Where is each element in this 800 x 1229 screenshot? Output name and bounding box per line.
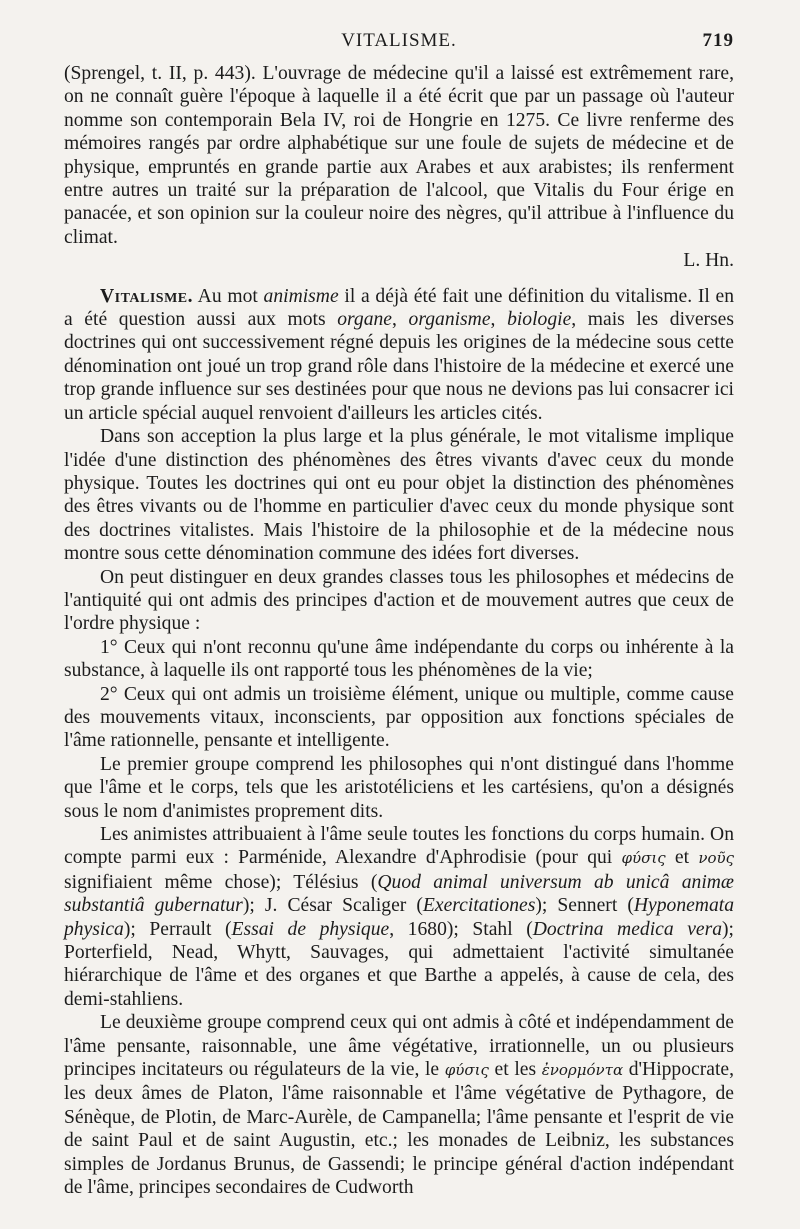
italic-title: Quod animal universum ab unicâ animæ substantiâ gubernatur [64,871,734,917]
body-text [64,62,734,1200]
italic-term: animisme [263,285,339,307]
text-run: et [665,847,699,869]
entry-paragraph-5 [64,823,734,1011]
text-run: ); J. César Scaliger ( [242,895,423,917]
greek-term: ἐνορμόντα [541,1061,624,1080]
list-item-1: 1° Ceux qui n'ont reconnu qu'une âme indépendante du corps ou inhérente à la substance, à laquelle ils ont rapporté tous les phénomènes de la vie; [64,636,734,682]
entry-title: Vitalisme. [100,285,194,307]
text-run: signifiaient même chose); Télésius ( [64,871,378,893]
italic-title: Doctrina medica vera [532,918,723,940]
page-number: 719 [702,30,734,51]
greek-term: νοῦς [698,849,734,868]
text-run: , [392,309,409,331]
text-run: ); Sennert ( [535,895,634,917]
list-item-2: 2° Ceux qui ont admis un troisième élément, unique ou multiple, comme cause des mouvements vitaux, inconscients, par opposition aux fonctions spéciales de l'âme rationnelle, pensante et intelligente. [64,683,734,752]
greek-term: φύσις [444,1061,489,1080]
intro-paragraph [64,62,734,273]
italic-term: organe [337,309,393,331]
italic-term: organisme [408,309,491,331]
page-header [64,30,734,56]
greek-term: φύσις [621,849,666,868]
text-run: il a déjà été fait une définition du vitalisme. Il en a été question aussi aux mots [64,285,734,331]
author-signature: L. Hn. [683,250,734,272]
entry-paragraph-1 [64,285,734,425]
italic-title: Hyponemata physica [64,895,734,940]
text-run: ); Perrault ( [123,918,232,940]
italic-title: Essai de physique [231,918,390,940]
text-run: Le deuxième groupe comprend ceux qui ont admis à côté et indépendamment de l'âme pensante, raisonnable, une âme végétative, irrationnelle, un ou plusieurs principes incitateurs ou régulateurs de la vie, le [64,1012,734,1081]
entry-paragraph-6 [64,1011,734,1199]
entry-paragraph-3: On peut distinguer en deux grandes classes tous les philosophes et médecins de l'antiquité qui ont admis des principes d'action et de mouvement autres que ceux de l'ordre physique : [64,566,734,635]
intro-text: (Sprengel, t. II, p. 443). L'ouvrage de médecine qu'il a laissé est extrêmement rare, on ne connaît guère l'époque à laquelle il a été écrit que par un passage où l'auteur nomme son contemporain Bela IV, roi de Hongrie en 1275. Ce livre renferme des mémoires rangés par ordre alphabétique sur une foule de sujets de médecine et de physique, empruntés en grande partie aux Arabes et aux arabistes; ils renferment entre autres un traité sur la préparation de l'alcool, que Vitalis du Four érige en panacée, et son opinion sur la couleur noire des nègres, qu'il attribue à l'influence du climat. [64,63,734,248]
text-run: , 1680); Stahl ( [389,918,533,940]
text-run: et les [488,1059,542,1081]
entry-paragraph-2: Dans son acception la plus large et la plus générale, le mot vitalisme implique l'idée d'une distinction des phénomènes des êtres vivants d'avec ceux du monde physique. Toutes les doctrines qui ont eu pour objet la distinction des phénomènes des êtres vivants ou de l'homme en particulier d'avec ceux du monde physique sont des doctrines vitalistes. Mais l'histoire de la philosophie et de la médecine nous montre sous cette dénomination commune des idées fort diverses. [64,426,734,565]
text-run: , mais les diverses doctrines qui ont successivement régné depuis les origines de la médecine sous cette dénomination ont joué un trop grand rôle dans l'histoire de la médecine et exercé une trop grande influence sur ses destinées pour que nous ne devions pas lui consacrer ici un article spécial auquel renvoient d'ailleurs les articles cités. [64,309,735,424]
text-run: Les animistes attribuaient à l'âme seule toutes les fonctions du corps humain. On compte parmi eux : Parménide, Alexandre d'Aphrodisie (pour qui [64,824,734,869]
text-run: d'Hippocrate, les deux âmes de Platon, l'âme raisonnable et l'âme végétative de Pythagore, de Sénèque, de Plotin, de Marc-Aurèle, de Campanella; l'âme pensante et l'esprit de vie de saint Paul et de saint Augustin, etc.; les monades de Leibniz, les substances simples de Jordanus Brunus, de Gassendi; le principe général d'action indépendant de l'âme, principes secondaires de Cudworth [64,1059,734,1199]
running-title: VITALISME. [341,30,457,51]
italic-title: Exercitationes [422,895,536,917]
text-run: Au mot [193,285,264,307]
text-run: , [490,309,508,331]
text-run: ); Porterfield, Nead, Whytt, Sauvages, qui admettaient l'activité simultanée hiérarchique de l'âme et des organes et que Barthe a appelés, à cause de cela, des demi-stahliens. [64,918,734,1010]
entry-paragraph-4: Le premier groupe comprend les philosophes qui n'ont distingué dans l'homme que l'âme et le corps, tels que les aristotéliciens et les cartésiens, qu'on a désignés sous le nom d'animistes proprement dits. [64,753,734,822]
italic-term: biologie [507,309,572,331]
